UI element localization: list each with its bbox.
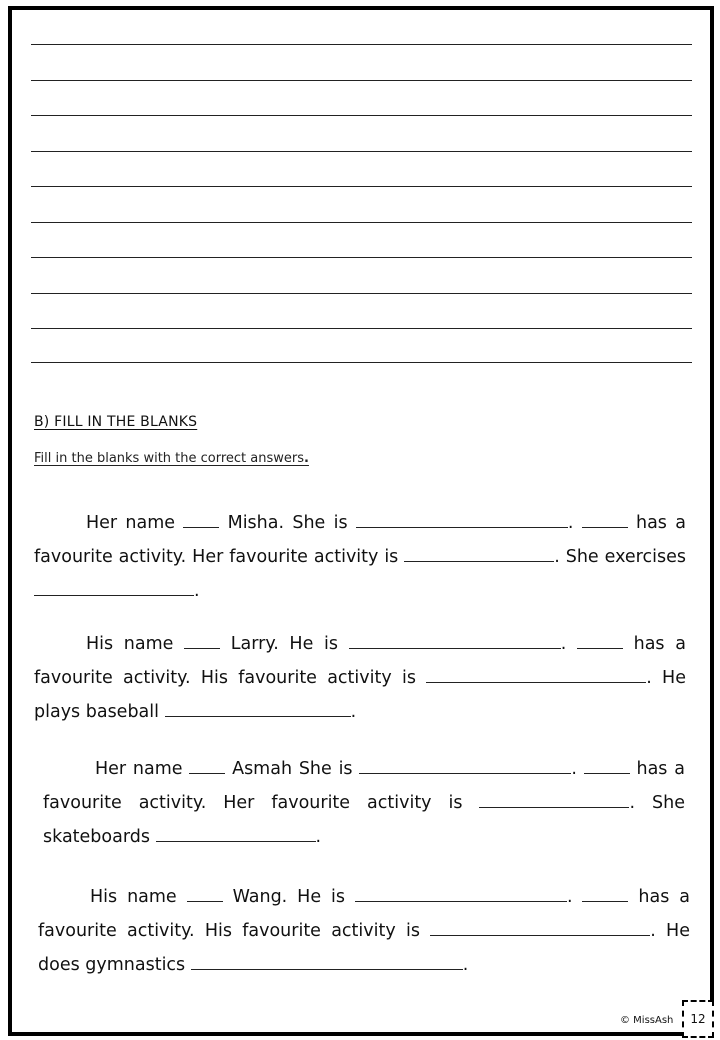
blank-field[interactable] [191,951,463,970]
fill-in-paragraph-4: His name Wang. He is . has a favourite activity. His favourite activity is . He does gymnastics . [38,880,690,982]
page-number: 12 [682,1000,714,1038]
blank-field[interactable] [355,883,567,902]
writing-line[interactable] [31,362,692,363]
writing-line[interactable] [31,257,692,258]
blank-field[interactable] [189,755,225,774]
blank-field[interactable] [183,509,219,528]
blank-field[interactable] [479,789,629,808]
writing-line[interactable] [31,222,692,223]
blank-field[interactable] [156,823,316,842]
blank-field[interactable] [426,664,646,683]
copyright-text: © MissAsh [620,1015,674,1026]
writing-line[interactable] [31,293,692,294]
blank-field[interactable] [584,755,630,774]
fill-in-paragraph-3: Her name Asmah She is . has a favourite activity. Her favourite activity is . She skateboards . [43,752,685,854]
blank-field[interactable] [356,509,568,528]
blank-field[interactable] [187,883,223,902]
blank-field[interactable] [404,543,554,562]
section-heading: B) FILL IN THE BLANKS [34,414,198,430]
blank-field[interactable] [582,883,628,902]
writing-line[interactable] [31,44,692,45]
blank-field[interactable] [349,630,561,649]
writing-line[interactable] [31,186,692,187]
fill-in-paragraph-1: Her name Misha. She is . has a favourite activity. Her favourite activity is . She exercises . [34,506,686,608]
writing-line[interactable] [31,328,692,329]
fill-in-paragraph-2: His name Larry. He is . has a favourite activity. His favourite activity is . He plays baseball . [34,627,686,729]
blank-field[interactable] [359,755,571,774]
blank-field[interactable] [165,698,351,717]
writing-line[interactable] [31,80,692,81]
blank-field[interactable] [430,917,650,936]
blank-field[interactable] [577,630,623,649]
blank-field[interactable] [34,577,194,596]
writing-line[interactable] [31,115,692,116]
writing-line[interactable] [31,151,692,152]
blank-field[interactable] [582,509,628,528]
instruction-text: Fill in the blanks with the correct answers. [34,451,309,466]
blank-field[interactable] [184,630,220,649]
